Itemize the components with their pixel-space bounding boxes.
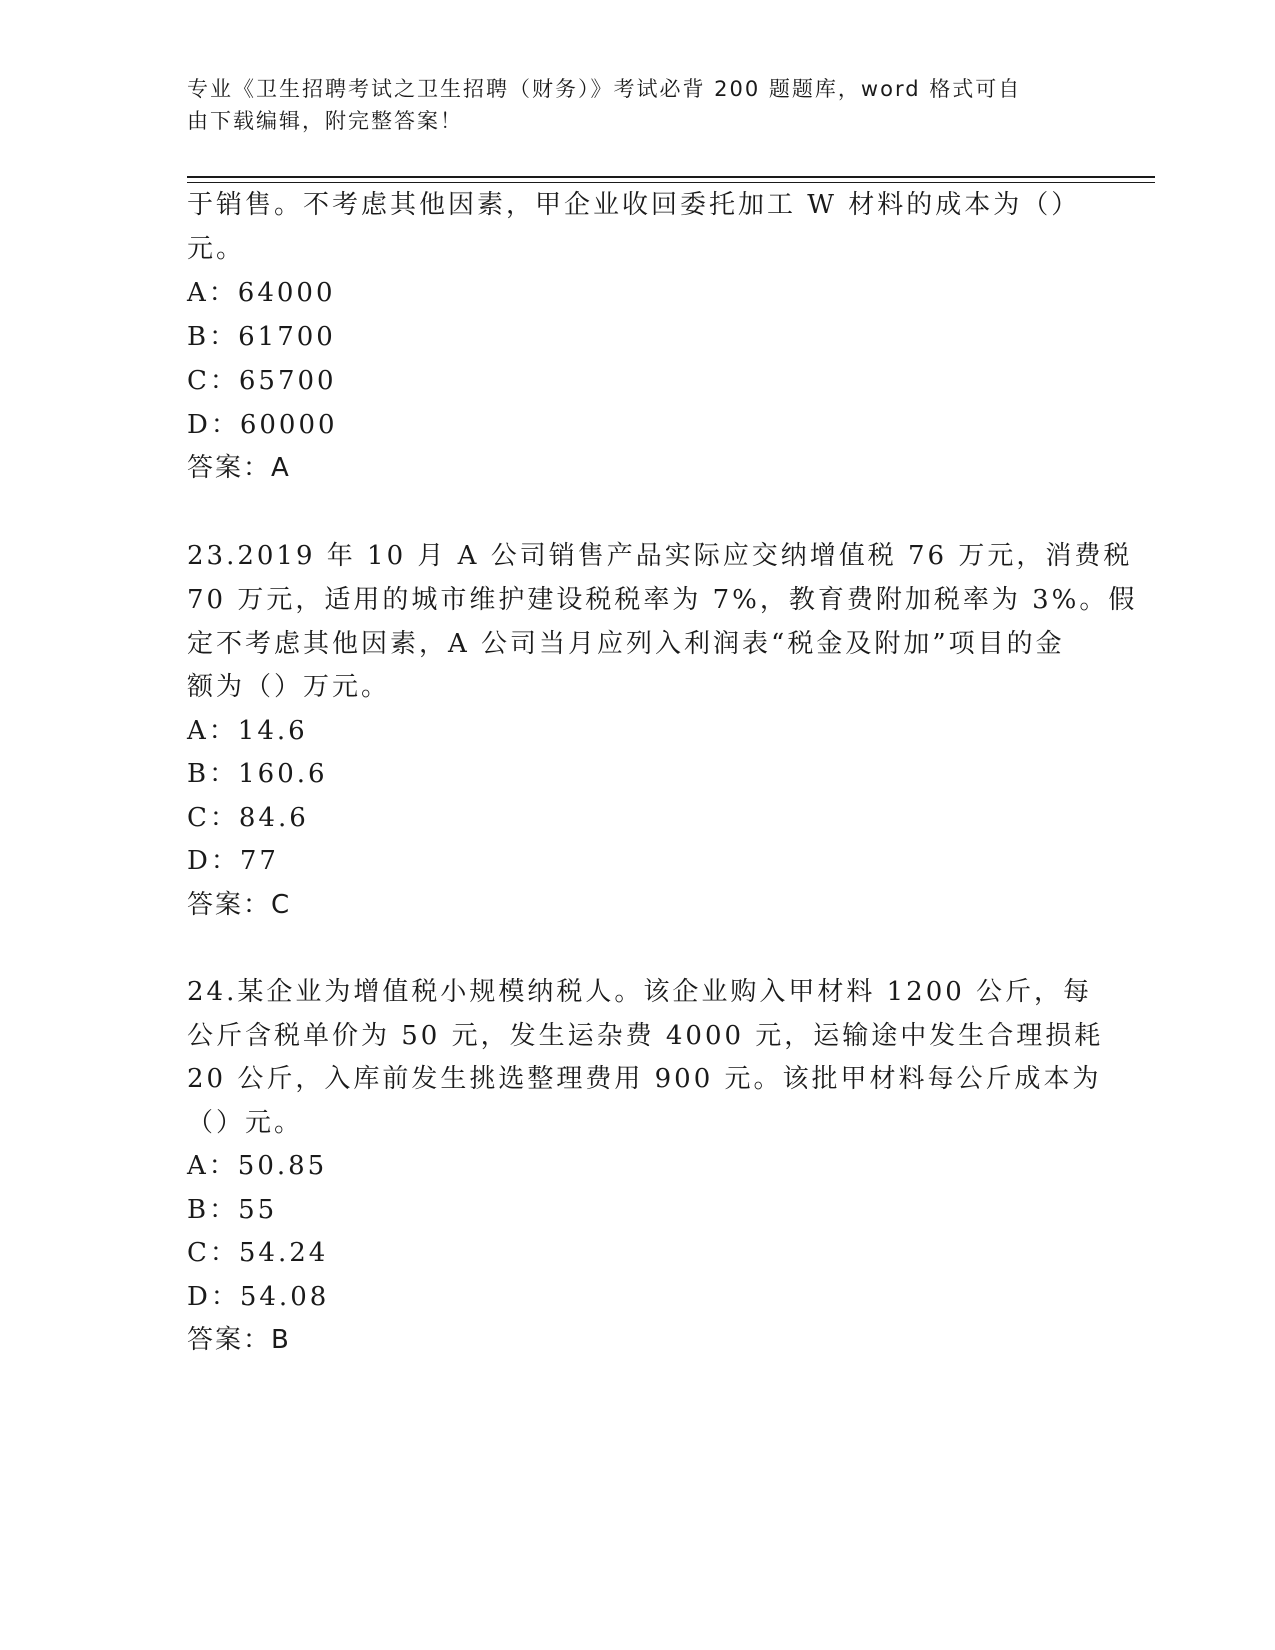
- question-text-line: 23.2019 年 10 月 A 公司销售产品实际应交纳增值税 76 万元，消费税: [187, 541, 1133, 571]
- option-a: A：14.6: [187, 716, 308, 746]
- answer-line: 答案：A: [187, 453, 291, 483]
- answer-line: 答案：C: [187, 890, 292, 920]
- option-b: B：160.6: [187, 759, 328, 789]
- question-text-line: 于销售。不考虑其他因素，甲企业收回委托加工 W 材料的成本为（）: [187, 190, 1081, 220]
- header-rule-thin: [187, 182, 1155, 183]
- question-text-line: 70 万元，适用的城市维护建设税税率为 7%，教育费附加税率为 3%。假: [187, 585, 1138, 615]
- option-d: D：54.08: [187, 1282, 330, 1312]
- document-header: [187, 73, 1067, 137]
- option-c: C：54.24: [187, 1238, 329, 1268]
- header-line-1: 专业《卫生招聘考试之卫生招聘（财务）》考试必背 200 题题库，word 格式可自: [187, 77, 1022, 101]
- option-c: C：65700: [187, 366, 337, 396]
- question-text-line: 额为（）万元。: [187, 672, 391, 702]
- option-b: B：55: [187, 1195, 278, 1225]
- answer-line: 答案：B: [187, 1325, 291, 1355]
- option-d: D：77: [187, 846, 279, 876]
- question-text-line: 元。: [187, 234, 246, 264]
- option-b: B：61700: [187, 322, 336, 352]
- option-a: A：50.85: [187, 1151, 328, 1181]
- header-rule-thick: [187, 176, 1155, 178]
- option-a: A：64000: [187, 278, 336, 308]
- question-text-line: 公斤含税单价为 50 元，发生运杂费 4000 元，运输途中发生合理损耗: [187, 1021, 1104, 1051]
- question-text-line: 定不考虑其他因素，A 公司当月应列入利润表“税金及附加”项目的金: [187, 629, 1065, 659]
- question-text-line: 20 公斤，入库前发生挑选整理费用 900 元。该批甲材料每公斤成本为: [187, 1064, 1102, 1094]
- question-text-line: （）元。: [187, 1108, 304, 1138]
- question-text-line: 24.某企业为增值税小规模纳税人。该企业购入甲材料 1200 公斤，每: [187, 977, 1093, 1007]
- option-c: C：84.6: [187, 803, 309, 833]
- header-line-2: 由下载编辑，附完整答案！: [187, 109, 463, 133]
- option-d: D：60000: [187, 410, 338, 440]
